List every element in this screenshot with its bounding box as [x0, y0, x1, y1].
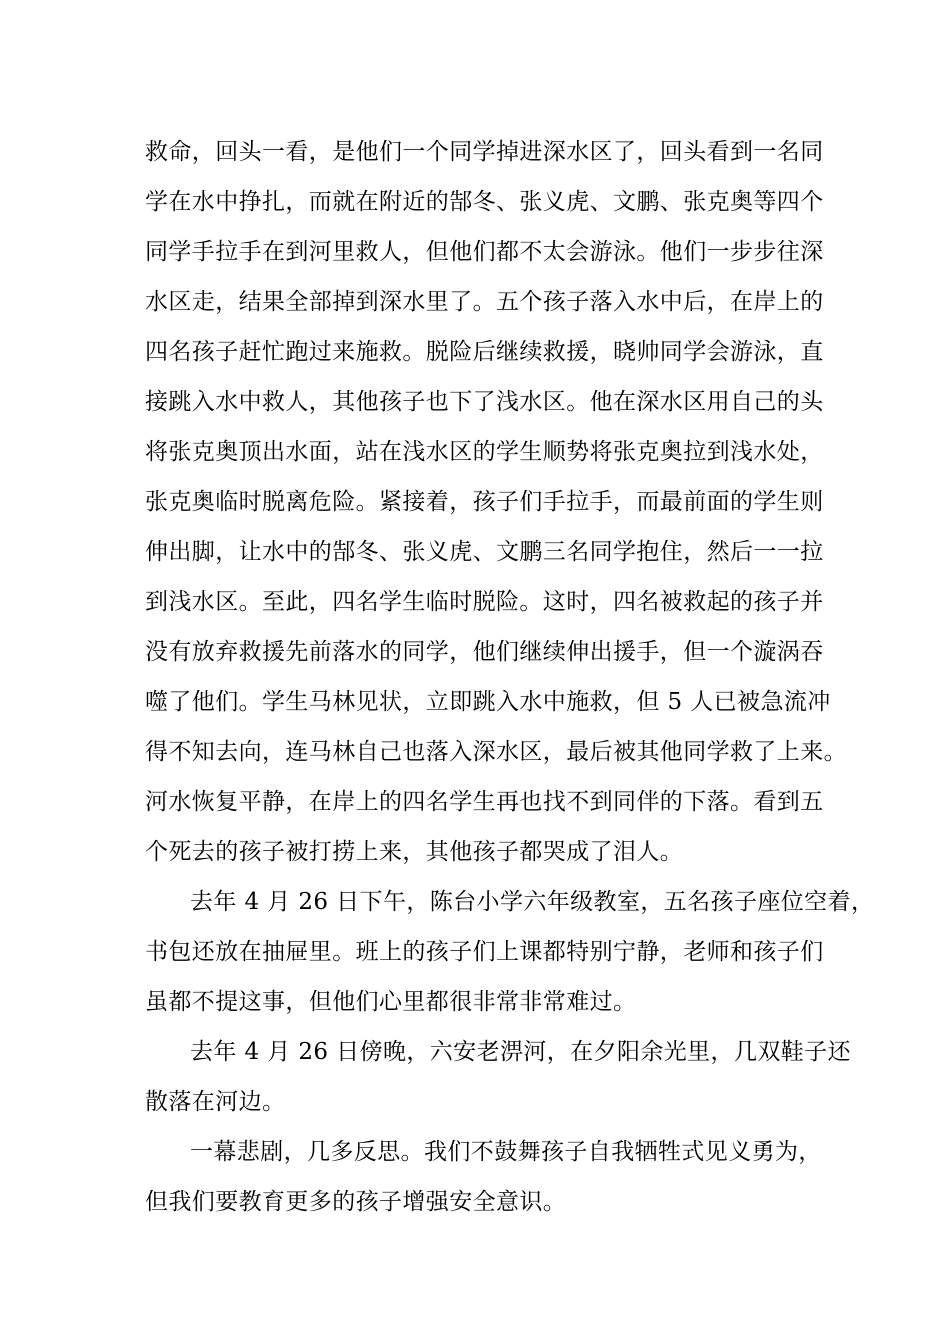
paragraph-line: 救命，回头一看，是他们一个同学掉进深水区了，回头看到一名同 — [145, 139, 824, 165]
paragraph-line: 散落在河边。 — [145, 1089, 286, 1115]
paragraph-line: 得不知去向，连马林自己也落入深水区，最后被其他同学救了上来。 — [145, 739, 847, 765]
paragraph-line: 张克奥临时脱离危险。紧接着，孩子们手拉手，而最前面的学生则 — [145, 489, 824, 515]
paragraph-line: 到浅水区。至此，四名学生临时脱险。这时，四名被救起的孩子并 — [145, 589, 824, 615]
paragraph-line: 一幕悲剧，几多反思。我们不鼓舞孩子自我牺牲式见义勇为， — [190, 1139, 822, 1165]
paragraph-line: 个死去的孩子被打捞上来，其他孩子都哭成了泪人。 — [145, 839, 684, 865]
paragraph-line: 同学手拉手在到河里救人，但他们都不太会游泳。他们一步步往深 — [145, 239, 824, 265]
paragraph-line: 水区走，结果全部掉到深水里了。五个孩子落入水中后，在岸上的 — [145, 289, 824, 315]
paragraph-line: 伸出脚，让水中的郜冬、张义虎、文鹏三名同学抱住，然后一一拉 — [145, 539, 824, 565]
paragraph-line: 去年 4 月 26 日傍晚，六安老淠河，在夕阳余光里，几双鞋子还 — [190, 1039, 851, 1065]
paragraph-line: 河水恢复平静，在岸上的四名学生再也找不到同伴的下落。看到五 — [145, 789, 824, 815]
paragraph-line: 虽都不提这事，但他们心里都很非常非常难过。 — [145, 989, 637, 1015]
paragraph-line: 书包还放在抽屉里。班上的孩子们上课都特别宁静，老师和孩子们 — [145, 939, 824, 965]
paragraph-line: 噬了他们。学生马林见状，立即跳入水中施救，但 5 人已被急流冲 — [145, 689, 831, 715]
paragraph-line: 接跳入水中救人，其他孩子也下了浅水区。他在深水区用自己的头 — [145, 389, 824, 415]
paragraph-line: 将张克奥顶出水面，站在浅水区的学生顺势将张克奥拉到浅水处， — [145, 439, 824, 465]
paragraph-line: 四名孩子赶忙跑过来施救。脱险后继续救援，晓帅同学会游泳，直 — [145, 339, 824, 365]
paragraph-line: 去年 4 月 26 日下午，陈台小学六年级教室，五名孩子座位空着， — [190, 889, 875, 915]
paragraph-line: 没有放弃救援先前落水的同学，他们继续伸出援手，但一个漩涡吞 — [145, 639, 824, 665]
paragraph-line: 但我们要教育更多的孩子增强安全意识。 — [145, 1189, 567, 1215]
paragraph-line: 学在水中挣扎，而就在附近的郜冬、张义虎、文鹏、张克奥等四个 — [145, 189, 824, 215]
